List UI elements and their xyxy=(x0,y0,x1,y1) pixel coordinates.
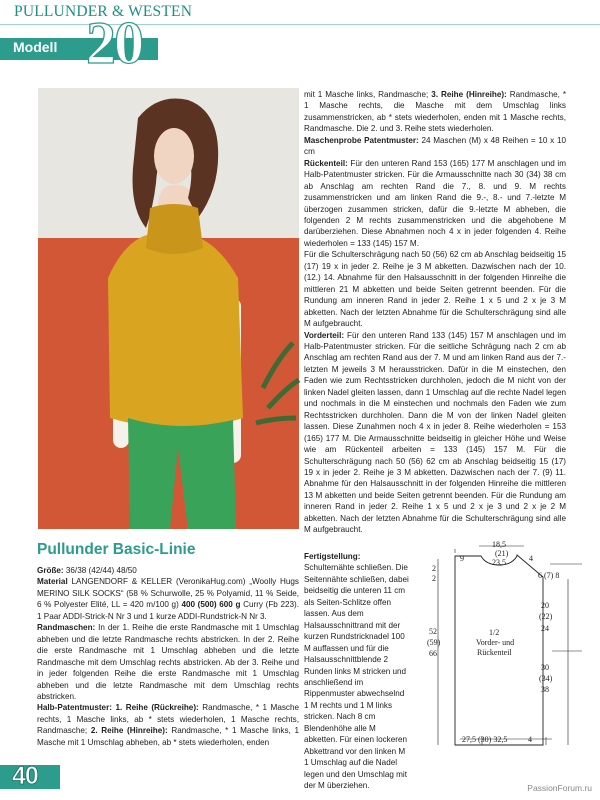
upper-height-label-1: 20 xyxy=(541,601,549,610)
shoulder-height-label: 6 (7) 8 xyxy=(538,571,560,580)
maschenprobe-paragraph xyxy=(304,135,566,158)
top-width-label-1: 18,5 xyxy=(492,540,506,549)
fertigstellung-label: Fertigstellung: xyxy=(304,552,361,561)
reihe3-text: Randmasche, * 1 Masche rechts, die Masche mit dem Umschlag links zusammenstricken, ab * stets wiederholen, enden mit 1 Masche rechts, Randmasche. Die 2. und 3. Reihe stets wiederholen. xyxy=(304,90,566,134)
neck-depth-label-2: 2 xyxy=(432,574,436,583)
knitting-schematic xyxy=(420,540,600,749)
piece-label-1: 1/2 xyxy=(489,628,500,637)
model-title: Pullunder Basic-Linie xyxy=(37,541,196,558)
edge-mark-bottom: 4 xyxy=(528,735,532,744)
maschenprobe-label: Maschenprobe Patentmuster: xyxy=(304,135,419,145)
halb-patent-paragraph xyxy=(37,702,299,748)
piece-label-2: Vorder- und xyxy=(476,638,515,647)
watermark: PassionForum.ru xyxy=(527,783,592,793)
rueckenteil-text-2: Für die Schulterschrägung nach 50 (56) 62 cm ab Anschlag beidseitig 15 (17) 19 x in jeder 2. Reihe je 3 M abketten. Dazwischen nach der 10. (12.) 14. Abnahme für den Halsausschnitt in der folgenden Hinreihe die mittleren 21 M abketten und beide Seiten getrennt beenden. Für die Rundung am inneren Rand in jeder 2. Reihe 1 x 5 und 2 x je 3 M abketten. Nach der letzten Abnahme für die Schulterschrägung sind alle M aufgebraucht. xyxy=(304,250,566,329)
rueckenteil-text: Für den unteren Rand 153 (165) 177 M anschlagen und im Halb-Patentmuster stricken. Für die Armausschnitte nach 30 (34) 38 cm ab Anschlag am rechten Rand die 7., 8. und 9. M rechts zusammenstricken und am linken Rand die 9.-, 8.- und 7.-letzte M überzogen zusammen stricken, dafür die 9.-letzte M abheben, die folgenden 2 M rechts zusammenstricken und die abgehobene M darüberziehen. Diese Abnahmen noch 4 x in jeder folgenden 4. Reihe wiederholen = 133 (145) 157 M. xyxy=(304,158,566,248)
halb-patent-label-2: 2. Reihe (Hinreihe): xyxy=(90,726,168,736)
top-width-label-2: (21) xyxy=(495,549,509,558)
top-width-label-3: 23,5 xyxy=(492,558,506,567)
vorderteil-paragraph xyxy=(304,330,566,536)
upper-height-label-2: (22) xyxy=(539,612,553,621)
maschenprobe-text: 24 Maschen (M) x 48 Reihen = 10 x 10 cm xyxy=(304,135,566,157)
groesse-text: 36/38 (42/44) 48/50 xyxy=(63,566,137,575)
halb-patent-label: Halb-Patentmuster: 1. Reihe (Rückreihe): xyxy=(37,703,199,713)
lower-height-label-3: 38 xyxy=(541,685,549,694)
fertigstellung-paragraph xyxy=(304,551,409,792)
fertigstellung-text: Schulternähte schließen. Die Seitennähte schließen, dabei beidseitig die unteren 11 cm als Seiten-Schlitze offen lassen. Aus dem Halsausschnittrand mit der kurzen Rundstricknadel 100 M auffassen und für die Halsausschnittblende 2 Runden links M stricken und anschließend im Rippenmuster abwechselnd 1 M rechts und 1 M links stricken. Nach 8 cm Blendenhöhe alle M abketten. Für einen lockeren Abkettrand vor den linken M 1 Umschlag auf die Nadel legen und den Umschlag mit der M überziehen. xyxy=(304,563,409,791)
continuation-text: mit 1 Masche links, Randmasche; xyxy=(304,90,432,99)
total-height-label-1: 52 xyxy=(429,627,437,636)
model-photo xyxy=(38,88,299,529)
total-height-label-2: (59) xyxy=(427,638,441,647)
continuation-paragraph xyxy=(304,89,566,135)
instructions-right-column xyxy=(304,89,566,536)
halb-patent-text-2: Randmasche, * 1 Masche links, 1 Masche mit 1 Umschlag abheben, ab * stets wiederholen, enden xyxy=(37,726,300,747)
randmaschen-label: Randmaschen: xyxy=(37,623,96,633)
upper-height-label-3: 24 xyxy=(541,624,549,633)
vorderteil-label: Vorderteil: xyxy=(304,330,345,340)
neck-width-label: 9 xyxy=(460,554,464,563)
instructions-left-column xyxy=(37,565,299,748)
model-photo-illustration xyxy=(38,88,299,529)
neck-depth-label-1: 2 xyxy=(432,564,436,573)
category-title: PULLUNDER & WESTEN xyxy=(14,3,193,20)
halb-patent-text: Randmasche, * 1 Masche rechts, 1 Masche links, ab * stets wiederholen, 1 Masche rechts, Randmasche; xyxy=(37,703,299,736)
lower-height-label-1: 30 xyxy=(541,663,549,672)
model-number: 20 xyxy=(86,10,142,76)
piece-label-3: Rückenteil xyxy=(477,648,512,657)
page-number: 40 xyxy=(12,762,38,790)
lower-height-label-2: (34) xyxy=(539,674,553,683)
reihe3-label: 3. Reihe (Hinreihe): xyxy=(431,90,507,99)
bottom-width-label: 27,5 (30) 32,5 xyxy=(462,735,508,744)
material-paragraph xyxy=(37,576,299,622)
randmaschen-paragraph xyxy=(37,622,299,702)
rueckenteil-paragraph-2 xyxy=(304,249,566,329)
material-text: LANGENDORF & KELLER (VeronikaHug.com) „Woolly Hugs MERINO SILK SOCKS“ (58 % Schurwolle, 25 % Polyamid, 11 % Seide, 6 % Polyester Elité, LL = 420 m/100 g) xyxy=(37,577,299,610)
modell-label: Modell xyxy=(13,39,58,55)
groesse-paragraph xyxy=(37,565,299,576)
rueckenteil-paragraph xyxy=(304,158,566,250)
total-height-label-3: 66 xyxy=(429,649,437,658)
edge-mark-top: 4 xyxy=(529,554,533,563)
vorderteil-text: Für den unteren Rand 133 (145) 157 M anschlagen und im Halb-Patentmuster stricken. Für die seitliche Schrägung nach 2 cm ab Anschlag am rechten Rand aus der 7. M und am linken Rand aus der 7.-letzten M jeweils 3 M herausstricken. Dafür in die M einstechen, den Faden wie zum Rechtsstricken durchholen, jedoch die M nicht von der linken Nadel gleiten lassen, dann 1 Umschlag auf die rechte Nadel legen und nochmals in die M einstechen und nochmals den Faden wie zum Rechtsstricken durchholen. Dann die M von der linken Nadel gleiten lassen. Diese Zunahmen noch 4 x in jeder 8. Reihe wiederholen = 153 (165) 177 M. Die Armausschnitte beidseitig in gleicher Höhe und Weise wie am Rückenteil arbeiten = 133 (145) 157 M. Für die Schulterschrägung nach 50 (56) 62 cm ab Anschlag beidseitig 15 (17) 19 x in jeder 2. Reihe je 3 M abketten. Dazwischen nach der 7. (9) 11. Abnahme für den Halsausschnitt in der folgenden Hinreihe die mittleren 13 M abketten und beide Seiten getrennt beenden. Für die Rundung am inneren Rand in jeder 2. Reihe 1 x 5 und 2 x je 3 und 2 x je 2 M abketten. Nach der letzten Abnahme für die Schulterschrägung sind alle M aufgebraucht. xyxy=(304,330,566,535)
material-amount: 400 (500) 600 g xyxy=(181,600,241,610)
material-text-2: Curry (Fb 223). 1 Paar ADDI-Strick-N Nr 3 und 1 kurze ADDI-Rundstrick-N Nr 3. xyxy=(37,600,299,621)
randmaschen-text: In der 1. Reihe die erste Randmasche mit 1 Umschlag abheben und die letzte Randmasche rechts abstricken. In der 2. Reihe die erste Randmasche mit 1 Umschlag abheben und die letzte Randmasche mit dem Umschlag rechts abstricken. Ab der 3. Reihe und in jeder folgenden Reihe die erste Randmasche mit 1 Umschlag abheben und die letzte Randmasche mit dem Umschlag rechts abstricken. xyxy=(37,623,299,701)
groesse-label: Größe: xyxy=(37,566,64,575)
material-label: Material xyxy=(37,577,68,587)
rueckenteil-label: Rückenteil: xyxy=(304,158,348,168)
